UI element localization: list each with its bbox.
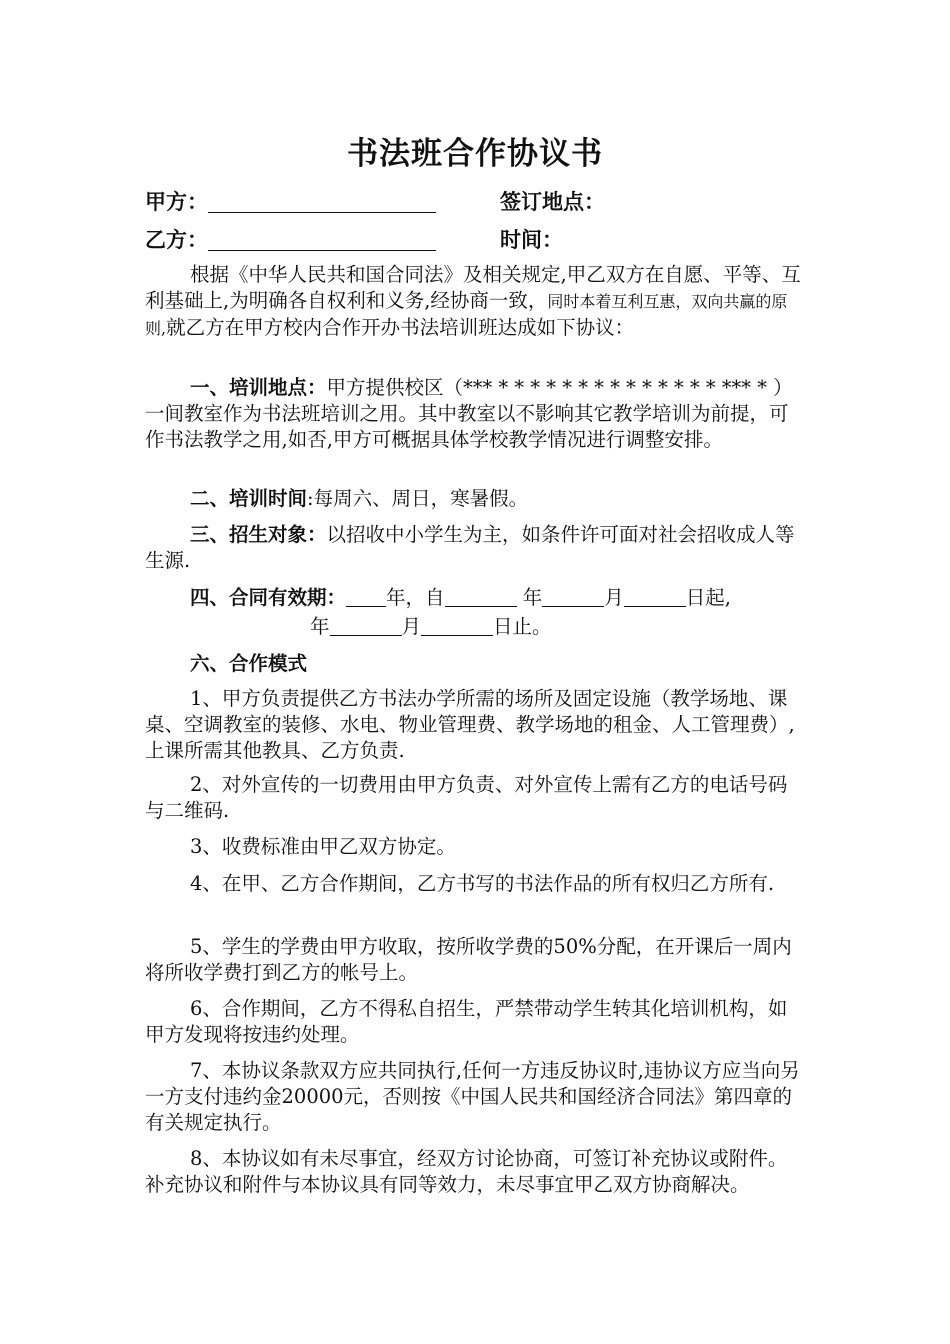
start-year-blank: [445, 588, 517, 607]
intro-paragraph: [145, 262, 805, 342]
party-a-blank: [208, 192, 436, 213]
clause-5: 5、学生的学费由甲方收取，按所收学费的50%分配，在开课后一周内将所收学费打到乙方的帐号上。: [145, 935, 792, 984]
section-3-heading: 三、招生对象：: [190, 523, 327, 546]
section-1-heading: 一、培训地点：: [190, 376, 327, 399]
clause-7: 7、本协议条款双方应共同执行,任何一方违反协议时,违协议方应当向另一方支付违约金20000元，否则按《中国人民共和国经济合同法》第四章的有关规定执行。: [145, 1059, 800, 1134]
end-day-text: 日止。: [493, 615, 552, 638]
clause-3: 3、收费标准由甲乙双方协定。: [190, 835, 456, 858]
party-b-label: 乙方：: [145, 228, 208, 252]
sign-place-label: 签订地点：: [500, 190, 605, 214]
section-3-text: 以招收中小学生为主，如条件许可面对社会招收成人等生源.: [145, 523, 795, 572]
sign-time-label: 时间：: [500, 228, 563, 252]
start-month-blank: [542, 588, 604, 607]
section-4-end-date: [310, 611, 552, 639]
end-year-text: 年: [310, 615, 330, 638]
section-4-year-text: 年，自: [386, 586, 445, 609]
party-a-label: 甲方：: [145, 190, 208, 214]
clause-2: 2、对外宣传的一切费用由甲方负责、对外宣传上需有乙方的电话号码与二维码.: [145, 773, 788, 822]
intro-small: 同时本着互利互惠，双向共赢的原则,: [145, 292, 788, 338]
section-1: [145, 375, 805, 453]
year-count-blank: [346, 588, 386, 607]
section-2: [145, 486, 805, 512]
section-4-heading: 四、合同有效期：: [190, 586, 347, 609]
party-b-blank: [208, 230, 436, 251]
clause-6: 6、合作期间，乙方不得私自招生，严禁带动学生转其化培训机构，如甲方发现将按违约处理。: [145, 997, 788, 1046]
section-3: [145, 522, 805, 574]
party-b-field: [145, 224, 436, 254]
start-day-blank: [624, 588, 686, 607]
clause-8: 8、本协议如有未尽事宜，经双方讨论协商，可签订补充协议或附件。补充协议和附件与本协议具有同等效力，未尽事宜甲乙双方协商解决。: [145, 1147, 788, 1196]
end-month-blank: [330, 617, 402, 636]
end-day-blank: [421, 617, 493, 636]
document-title: 书法班合作协议书: [347, 136, 603, 172]
section-4: [145, 585, 805, 611]
party-a-field: [145, 186, 436, 216]
section-4-month-text: 月: [604, 586, 624, 609]
section-2-text: :每周六、周日，寒暑假。: [307, 487, 529, 510]
end-month-text: 月: [401, 615, 422, 638]
section-4-year2-text: 年: [522, 586, 543, 609]
clause-4: 4、在甲、乙方合作期间，乙方书写的书法作品的所有权归乙方所有.: [190, 872, 775, 895]
section-4-day-start-text: 日起,: [685, 586, 731, 609]
intro-main: 根据《中华人民共和国合同法》及相关规定,甲乙双方在自愿、平等、互利基础上,为明确各自权利和义务,经协商一致，: [145, 263, 801, 312]
section-6-heading: 六、合作模式: [190, 652, 308, 675]
section-1-text: 甲方提供校区（*** * * * * * * * * * * * * * * *** * ）一间教室作为书法班培训之用。其中教室以不影响其它教学培训为前提，可作书法教学之用,如否,甲方可概据具体学校教学情况进行调整安排。: [145, 376, 793, 451]
intro-tail: 就乙方在甲方校内合作开办书法培训班达成如下协议：: [166, 316, 635, 339]
section-2-heading: 二、培训时间: [190, 487, 308, 510]
clause-1: 1、甲方负责提供乙方书法办学所需的场所及固定设施（教学场地、课桌、空调教室的装修、水电、物业管理费、教学场地的租金、人工管理费）,上课所需其他教具、乙方负责.: [145, 687, 795, 762]
